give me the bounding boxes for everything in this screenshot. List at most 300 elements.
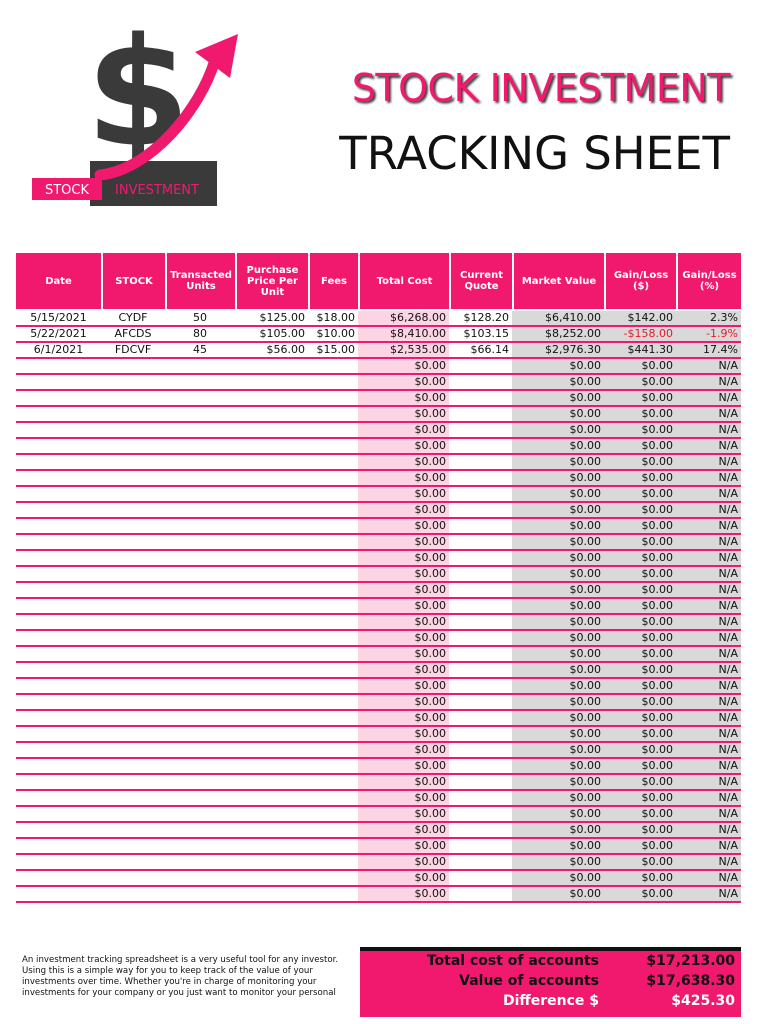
cell-units[interactable] (165, 839, 235, 855)
cell-price[interactable] (235, 615, 308, 631)
cell-total-cost[interactable]: $0.00 (358, 695, 449, 711)
cell-date[interactable]: 5/22/2021 (16, 327, 101, 343)
cell-date[interactable] (16, 807, 101, 823)
cell-price[interactable] (235, 743, 308, 759)
cell-market-value[interactable]: $0.00 (512, 583, 604, 599)
cell-price[interactable] (235, 727, 308, 743)
cell-gain-pct[interactable]: N/A (676, 871, 741, 887)
cell-fees[interactable] (308, 871, 358, 887)
cell-units[interactable] (165, 871, 235, 887)
cell-date[interactable] (16, 743, 101, 759)
cell-stock[interactable] (101, 391, 165, 407)
cell-quote[interactable] (449, 887, 512, 903)
cell-date[interactable] (16, 359, 101, 375)
cell-stock[interactable] (101, 759, 165, 775)
cell-date[interactable] (16, 679, 101, 695)
cell-total-cost[interactable]: $0.00 (358, 631, 449, 647)
cell-units[interactable] (165, 471, 235, 487)
cell-gain-dollar[interactable]: $0.00 (604, 455, 676, 471)
cell-total-cost[interactable]: $0.00 (358, 663, 449, 679)
cell-gain-pct[interactable]: N/A (676, 647, 741, 663)
cell-gain-pct[interactable]: N/A (676, 407, 741, 423)
cell-total-cost[interactable]: $0.00 (358, 727, 449, 743)
cell-total-cost[interactable]: $0.00 (358, 423, 449, 439)
cell-gain-pct[interactable]: N/A (676, 711, 741, 727)
cell-fees[interactable]: $18.00 (308, 311, 358, 327)
cell-total-cost[interactable]: $0.00 (358, 599, 449, 615)
cell-quote[interactable] (449, 455, 512, 471)
cell-quote[interactable] (449, 663, 512, 679)
cell-stock[interactable] (101, 423, 165, 439)
cell-gain-pct[interactable]: N/A (676, 775, 741, 791)
cell-fees[interactable] (308, 839, 358, 855)
cell-price[interactable] (235, 455, 308, 471)
cell-date[interactable] (16, 519, 101, 535)
cell-gain-pct[interactable]: N/A (676, 359, 741, 375)
cell-date[interactable] (16, 503, 101, 519)
cell-date[interactable] (16, 455, 101, 471)
cell-stock[interactable] (101, 567, 165, 583)
cell-price[interactable] (235, 503, 308, 519)
cell-price[interactable] (235, 407, 308, 423)
cell-total-cost[interactable]: $0.00 (358, 407, 449, 423)
cell-gain-dollar[interactable]: $0.00 (604, 727, 676, 743)
cell-quote[interactable] (449, 679, 512, 695)
cell-market-value[interactable]: $0.00 (512, 823, 604, 839)
cell-gain-pct[interactable]: N/A (676, 663, 741, 679)
cell-fees[interactable] (308, 887, 358, 903)
cell-market-value[interactable]: $0.00 (512, 759, 604, 775)
cell-date[interactable] (16, 615, 101, 631)
cell-gain-pct[interactable]: N/A (676, 839, 741, 855)
cell-units[interactable]: 45 (165, 343, 235, 359)
cell-date[interactable] (16, 871, 101, 887)
cell-total-cost[interactable]: $0.00 (358, 471, 449, 487)
cell-fees[interactable] (308, 551, 358, 567)
cell-market-value[interactable]: $0.00 (512, 615, 604, 631)
cell-units[interactable] (165, 359, 235, 375)
cell-price[interactable]: $56.00 (235, 343, 308, 359)
cell-stock[interactable] (101, 583, 165, 599)
cell-gain-pct[interactable]: N/A (676, 823, 741, 839)
cell-gain-dollar[interactable]: -$158.00 (604, 327, 676, 343)
cell-gain-dollar[interactable]: $0.00 (604, 743, 676, 759)
cell-gain-dollar[interactable]: $0.00 (604, 391, 676, 407)
cell-gain-pct[interactable]: N/A (676, 759, 741, 775)
cell-total-cost[interactable]: $0.00 (358, 535, 449, 551)
cell-date[interactable] (16, 727, 101, 743)
cell-stock[interactable] (101, 647, 165, 663)
cell-market-value[interactable]: $2,976.30 (512, 343, 604, 359)
cell-quote[interactable] (449, 647, 512, 663)
cell-date[interactable] (16, 663, 101, 679)
cell-fees[interactable] (308, 663, 358, 679)
cell-price[interactable] (235, 647, 308, 663)
cell-quote[interactable] (449, 631, 512, 647)
cell-total-cost[interactable]: $0.00 (358, 439, 449, 455)
cell-quote[interactable] (449, 503, 512, 519)
cell-quote[interactable] (449, 535, 512, 551)
cell-fees[interactable] (308, 375, 358, 391)
cell-quote[interactable]: $66.14 (449, 343, 512, 359)
cell-market-value[interactable]: $0.00 (512, 631, 604, 647)
cell-price[interactable] (235, 423, 308, 439)
cell-date[interactable] (16, 775, 101, 791)
cell-quote[interactable] (449, 567, 512, 583)
cell-gain-pct[interactable]: -1.9% (676, 327, 741, 343)
cell-price[interactable] (235, 599, 308, 615)
cell-units[interactable] (165, 487, 235, 503)
cell-quote[interactable] (449, 439, 512, 455)
cell-date[interactable] (16, 695, 101, 711)
cell-quote[interactable] (449, 743, 512, 759)
cell-stock[interactable] (101, 791, 165, 807)
cell-price[interactable] (235, 663, 308, 679)
cell-total-cost[interactable]: $0.00 (358, 519, 449, 535)
cell-units[interactable] (165, 711, 235, 727)
cell-date[interactable] (16, 551, 101, 567)
cell-quote[interactable] (449, 791, 512, 807)
cell-gain-pct[interactable]: N/A (676, 887, 741, 903)
cell-market-value[interactable]: $0.00 (512, 567, 604, 583)
cell-fees[interactable] (308, 807, 358, 823)
cell-gain-dollar[interactable]: $0.00 (604, 551, 676, 567)
cell-market-value[interactable]: $0.00 (512, 503, 604, 519)
cell-market-value[interactable]: $0.00 (512, 727, 604, 743)
cell-date[interactable]: 6/1/2021 (16, 343, 101, 359)
cell-date[interactable]: 5/15/2021 (16, 311, 101, 327)
cell-price[interactable] (235, 807, 308, 823)
cell-market-value[interactable]: $0.00 (512, 375, 604, 391)
cell-quote[interactable] (449, 615, 512, 631)
cell-price[interactable] (235, 679, 308, 695)
cell-gain-pct[interactable]: N/A (676, 423, 741, 439)
cell-units[interactable] (165, 407, 235, 423)
cell-gain-dollar[interactable]: $0.00 (604, 807, 676, 823)
cell-stock[interactable]: FDCVF (101, 343, 165, 359)
cell-gain-dollar[interactable]: $0.00 (604, 519, 676, 535)
cell-total-cost[interactable]: $0.00 (358, 487, 449, 503)
cell-price[interactable] (235, 359, 308, 375)
cell-market-value[interactable]: $0.00 (512, 471, 604, 487)
cell-date[interactable] (16, 535, 101, 551)
cell-market-value[interactable]: $0.00 (512, 695, 604, 711)
cell-fees[interactable] (308, 535, 358, 551)
cell-stock[interactable] (101, 535, 165, 551)
cell-gain-pct[interactable]: N/A (676, 487, 741, 503)
cell-gain-dollar[interactable]: $0.00 (604, 407, 676, 423)
cell-quote[interactable] (449, 695, 512, 711)
cell-quote[interactable] (449, 711, 512, 727)
cell-total-cost[interactable]: $8,410.00 (358, 327, 449, 343)
cell-units[interactable] (165, 759, 235, 775)
cell-market-value[interactable]: $0.00 (512, 519, 604, 535)
cell-gain-pct[interactable]: N/A (676, 807, 741, 823)
cell-date[interactable] (16, 759, 101, 775)
cell-stock[interactable] (101, 663, 165, 679)
cell-date[interactable] (16, 583, 101, 599)
cell-market-value[interactable]: $0.00 (512, 391, 604, 407)
cell-gain-dollar[interactable]: $0.00 (604, 695, 676, 711)
cell-market-value[interactable]: $0.00 (512, 455, 604, 471)
cell-stock[interactable] (101, 503, 165, 519)
cell-total-cost[interactable]: $2,535.00 (358, 343, 449, 359)
cell-units[interactable] (165, 887, 235, 903)
cell-fees[interactable] (308, 471, 358, 487)
cell-price[interactable] (235, 887, 308, 903)
cell-market-value[interactable]: $0.00 (512, 439, 604, 455)
cell-fees[interactable] (308, 583, 358, 599)
cell-stock[interactable] (101, 887, 165, 903)
cell-stock[interactable] (101, 695, 165, 711)
cell-gain-pct[interactable]: N/A (676, 791, 741, 807)
cell-date[interactable] (16, 839, 101, 855)
cell-market-value[interactable]: $0.00 (512, 423, 604, 439)
cell-date[interactable] (16, 471, 101, 487)
cell-total-cost[interactable]: $0.00 (358, 503, 449, 519)
cell-gain-pct[interactable]: N/A (676, 567, 741, 583)
cell-gain-dollar[interactable]: $0.00 (604, 439, 676, 455)
cell-gain-dollar[interactable]: $0.00 (604, 839, 676, 855)
cell-market-value[interactable]: $0.00 (512, 407, 604, 423)
cell-price[interactable] (235, 759, 308, 775)
cell-units[interactable] (165, 647, 235, 663)
cell-units[interactable] (165, 391, 235, 407)
cell-units[interactable] (165, 599, 235, 615)
cell-market-value[interactable]: $0.00 (512, 807, 604, 823)
cell-quote[interactable]: $128.20 (449, 311, 512, 327)
cell-gain-pct[interactable]: N/A (676, 615, 741, 631)
cell-stock[interactable] (101, 407, 165, 423)
cell-date[interactable] (16, 887, 101, 903)
cell-units[interactable] (165, 567, 235, 583)
cell-date[interactable] (16, 407, 101, 423)
cell-price[interactable] (235, 631, 308, 647)
cell-stock[interactable] (101, 375, 165, 391)
cell-quote[interactable] (449, 551, 512, 567)
cell-total-cost[interactable]: $0.00 (358, 647, 449, 663)
cell-price[interactable] (235, 791, 308, 807)
cell-fees[interactable] (308, 759, 358, 775)
cell-quote[interactable] (449, 823, 512, 839)
cell-market-value[interactable]: $0.00 (512, 871, 604, 887)
cell-units[interactable] (165, 615, 235, 631)
cell-stock[interactable] (101, 455, 165, 471)
cell-date[interactable] (16, 855, 101, 871)
cell-market-value[interactable]: $0.00 (512, 743, 604, 759)
cell-gain-dollar[interactable]: $0.00 (604, 599, 676, 615)
cell-fees[interactable] (308, 679, 358, 695)
cell-gain-pct[interactable]: 17.4% (676, 343, 741, 359)
cell-stock[interactable] (101, 551, 165, 567)
cell-market-value[interactable]: $0.00 (512, 663, 604, 679)
cell-price[interactable] (235, 375, 308, 391)
cell-price[interactable] (235, 519, 308, 535)
cell-stock[interactable] (101, 679, 165, 695)
cell-fees[interactable]: $10.00 (308, 327, 358, 343)
cell-market-value[interactable]: $0.00 (512, 839, 604, 855)
cell-gain-dollar[interactable]: $0.00 (604, 759, 676, 775)
cell-total-cost[interactable]: $0.00 (358, 567, 449, 583)
cell-stock[interactable] (101, 743, 165, 759)
cell-date[interactable] (16, 375, 101, 391)
cell-total-cost[interactable]: $0.00 (358, 807, 449, 823)
cell-gain-dollar[interactable]: $0.00 (604, 887, 676, 903)
cell-total-cost[interactable]: $0.00 (358, 679, 449, 695)
cell-price[interactable] (235, 839, 308, 855)
cell-stock[interactable] (101, 599, 165, 615)
cell-market-value[interactable]: $0.00 (512, 887, 604, 903)
cell-price[interactable] (235, 471, 308, 487)
cell-gain-dollar[interactable]: $0.00 (604, 855, 676, 871)
cell-quote[interactable] (449, 775, 512, 791)
cell-fees[interactable] (308, 615, 358, 631)
cell-gain-dollar[interactable]: $0.00 (604, 631, 676, 647)
cell-date[interactable] (16, 487, 101, 503)
cell-gain-pct[interactable]: N/A (676, 727, 741, 743)
cell-gain-dollar[interactable]: $0.00 (604, 711, 676, 727)
cell-units[interactable] (165, 791, 235, 807)
cell-units[interactable] (165, 375, 235, 391)
cell-fees[interactable] (308, 695, 358, 711)
cell-date[interactable] (16, 647, 101, 663)
cell-price[interactable] (235, 535, 308, 551)
cell-total-cost[interactable]: $0.00 (358, 855, 449, 871)
cell-gain-dollar[interactable]: $0.00 (604, 359, 676, 375)
cell-gain-pct[interactable]: N/A (676, 631, 741, 647)
cell-gain-pct[interactable]: N/A (676, 503, 741, 519)
cell-total-cost[interactable]: $0.00 (358, 711, 449, 727)
cell-fees[interactable] (308, 439, 358, 455)
cell-stock[interactable] (101, 727, 165, 743)
cell-stock[interactable] (101, 871, 165, 887)
cell-units[interactable] (165, 455, 235, 471)
cell-price[interactable] (235, 567, 308, 583)
cell-quote[interactable] (449, 391, 512, 407)
cell-quote[interactable] (449, 583, 512, 599)
cell-market-value[interactable]: $0.00 (512, 775, 604, 791)
cell-market-value[interactable]: $0.00 (512, 791, 604, 807)
cell-gain-dollar[interactable]: $0.00 (604, 583, 676, 599)
cell-gain-dollar[interactable]: $0.00 (604, 471, 676, 487)
cell-total-cost[interactable]: $0.00 (358, 743, 449, 759)
cell-price[interactable] (235, 439, 308, 455)
cell-stock[interactable] (101, 855, 165, 871)
cell-gain-dollar[interactable]: $0.00 (604, 487, 676, 503)
cell-price[interactable]: $105.00 (235, 327, 308, 343)
cell-gain-pct[interactable]: N/A (676, 519, 741, 535)
cell-price[interactable] (235, 855, 308, 871)
cell-quote[interactable] (449, 759, 512, 775)
cell-fees[interactable] (308, 775, 358, 791)
cell-fees[interactable] (308, 743, 358, 759)
cell-quote[interactable] (449, 519, 512, 535)
cell-date[interactable] (16, 567, 101, 583)
cell-date[interactable] (16, 711, 101, 727)
cell-fees[interactable] (308, 503, 358, 519)
cell-fees[interactable] (308, 423, 358, 439)
cell-gain-pct[interactable]: N/A (676, 439, 741, 455)
cell-units[interactable] (165, 807, 235, 823)
cell-gain-dollar[interactable]: $0.00 (604, 791, 676, 807)
cell-stock[interactable] (101, 615, 165, 631)
cell-stock[interactable] (101, 839, 165, 855)
cell-fees[interactable] (308, 855, 358, 871)
cell-stock[interactable] (101, 807, 165, 823)
cell-price[interactable] (235, 391, 308, 407)
cell-gain-pct[interactable]: N/A (676, 743, 741, 759)
cell-quote[interactable] (449, 423, 512, 439)
cell-stock[interactable] (101, 823, 165, 839)
cell-gain-pct[interactable]: N/A (676, 455, 741, 471)
cell-market-value[interactable]: $0.00 (512, 359, 604, 375)
cell-units[interactable] (165, 663, 235, 679)
cell-gain-pct[interactable]: 2.3% (676, 311, 741, 327)
cell-gain-dollar[interactable]: $0.00 (604, 663, 676, 679)
cell-fees[interactable] (308, 711, 358, 727)
cell-fees[interactable] (308, 519, 358, 535)
cell-gain-pct[interactable]: N/A (676, 599, 741, 615)
cell-units[interactable] (165, 503, 235, 519)
cell-fees[interactable] (308, 359, 358, 375)
cell-gain-dollar[interactable]: $0.00 (604, 647, 676, 663)
cell-date[interactable] (16, 423, 101, 439)
cell-gain-pct[interactable]: N/A (676, 695, 741, 711)
cell-total-cost[interactable]: $0.00 (358, 359, 449, 375)
cell-units[interactable] (165, 743, 235, 759)
cell-quote[interactable] (449, 871, 512, 887)
cell-gain-pct[interactable]: N/A (676, 375, 741, 391)
cell-market-value[interactable]: $0.00 (512, 535, 604, 551)
cell-units[interactable] (165, 631, 235, 647)
cell-gain-dollar[interactable]: $0.00 (604, 503, 676, 519)
cell-gain-pct[interactable]: N/A (676, 551, 741, 567)
cell-quote[interactable] (449, 471, 512, 487)
cell-units[interactable] (165, 855, 235, 871)
cell-quote[interactable] (449, 839, 512, 855)
cell-units[interactable] (165, 695, 235, 711)
cell-fees[interactable] (308, 631, 358, 647)
cell-units[interactable]: 50 (165, 311, 235, 327)
cell-fees[interactable] (308, 647, 358, 663)
cell-gain-dollar[interactable]: $0.00 (604, 375, 676, 391)
cell-units[interactable] (165, 423, 235, 439)
cell-quote[interactable] (449, 375, 512, 391)
cell-fees[interactable] (308, 455, 358, 471)
cell-stock[interactable]: AFCDS (101, 327, 165, 343)
cell-units[interactable] (165, 439, 235, 455)
cell-market-value[interactable]: $0.00 (512, 679, 604, 695)
cell-market-value[interactable]: $0.00 (512, 855, 604, 871)
cell-quote[interactable]: $103.15 (449, 327, 512, 343)
cell-fees[interactable] (308, 567, 358, 583)
cell-gain-pct[interactable]: N/A (676, 535, 741, 551)
cell-stock[interactable] (101, 711, 165, 727)
cell-price[interactable] (235, 711, 308, 727)
cell-stock[interactable] (101, 631, 165, 647)
cell-stock[interactable]: CYDF (101, 311, 165, 327)
cell-stock[interactable] (101, 439, 165, 455)
cell-units[interactable] (165, 727, 235, 743)
cell-gain-dollar[interactable]: $0.00 (604, 423, 676, 439)
cell-price[interactable] (235, 551, 308, 567)
cell-total-cost[interactable]: $0.00 (358, 775, 449, 791)
cell-market-value[interactable]: $0.00 (512, 711, 604, 727)
cell-price[interactable] (235, 775, 308, 791)
cell-fees[interactable] (308, 407, 358, 423)
cell-units[interactable] (165, 679, 235, 695)
cell-quote[interactable] (449, 855, 512, 871)
